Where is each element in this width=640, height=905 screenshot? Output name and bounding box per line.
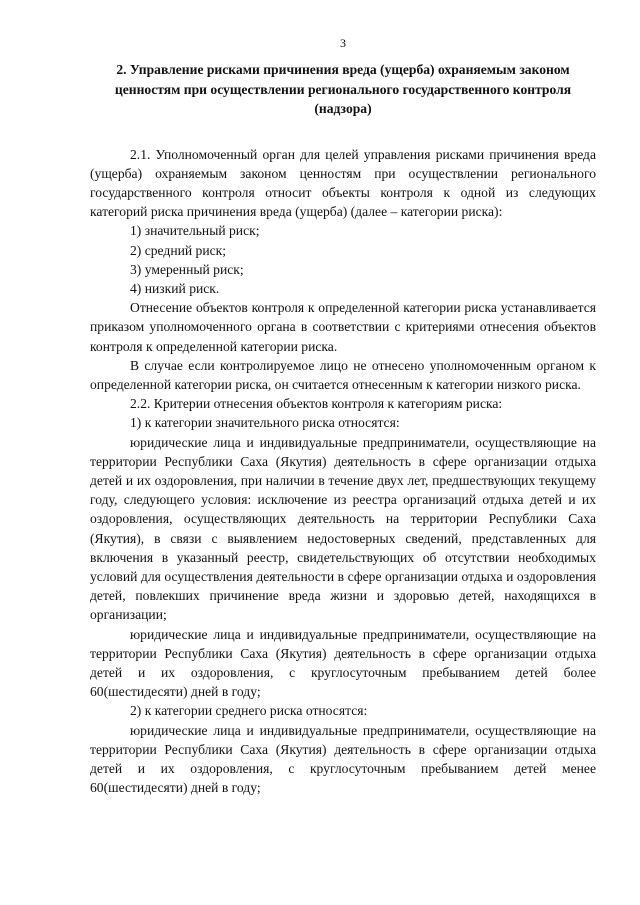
section-heading: 2. Управление рисками причинения вреда (ущерба) охраняемым законом ценностям при осуществлении регионального государственного контроля (надзора) — [114, 62, 572, 116]
paragraph: В случае если контролируемое лицо не отнесено уполномоченным органом к определенной категории риска, он считается отнесенным к категории низкого риска. — [90, 357, 596, 392]
document-page — [90, 36, 596, 797]
paragraph: юридические лица и индивидуальные предприниматели, осуществляющие на территории Республики Саха (Якутия) деятельность в сфере организации отдыха детей и их оздоровления, с круглосуточным пребыванием детей менее 60(шестидесяти) дней в году; — [90, 722, 596, 796]
document-body — [90, 145, 596, 798]
paragraph: 1) значительный риск; — [130, 223, 260, 239]
paragraph: 1) к категории значительного риска относятся: — [130, 415, 400, 431]
paragraph: 2.2. Критерии отнесения объектов контроля к категориям риска: — [130, 396, 503, 412]
page-number: 3 — [340, 36, 346, 50]
paragraph: 2) средний риск; — [130, 242, 227, 258]
paragraph: 4) низкий риск. — [130, 280, 220, 296]
paragraph: Отнесение объектов контроля к определенной категории риска устанавливается приказом уполномоченного органа в соответствии с критериями отнесения объектов контроля к определенной категории риска. — [90, 300, 596, 354]
paragraph: 3) умеренный риск; — [130, 261, 244, 277]
paragraph: юридические лица и индивидуальные предприниматели, осуществляющие на территории Республики Саха (Якутия) деятельность в сфере организации отдыха детей и их оздоровления, с круглосуточным пребыванием детей более 60(шестидесяти) дней в году; — [90, 626, 596, 700]
paragraph: юридические лица и индивидуальные предприниматели, осуществляющие на территории Республики Саха (Якутия) деятельность в сфере организации отдыха детей и их оздоровления, при наличии в течение двух лет, предшествующих текущему году, следующего условия: исключение из реестра организаций отдыха детей и их оздоровления, осуществляющих деятельность на территории Республики Саха (Якутия), в связи с выявлением недостоверных сведений, представленных для включения в указанный реестр, свидетельствующих об отсутствии необходимых условий для осуществления деятельности в сфере организации отдыха и оздоровления детей, повлекших причинение вреда жизни и здоровью детей, находящихся в организации; — [90, 434, 596, 623]
paragraph: 2) к категории среднего риска относятся: — [130, 703, 368, 719]
paragraph: 2.1. Уполномоченный орган для целей управления рисками причинения вреда (ущерба) охраняемым законом ценностям при осуществлении регионального государственного контроля относит объекты контроля к одной из следующих категорий риска причинения вреда (ущерба) (далее – категории риска): — [90, 146, 596, 220]
